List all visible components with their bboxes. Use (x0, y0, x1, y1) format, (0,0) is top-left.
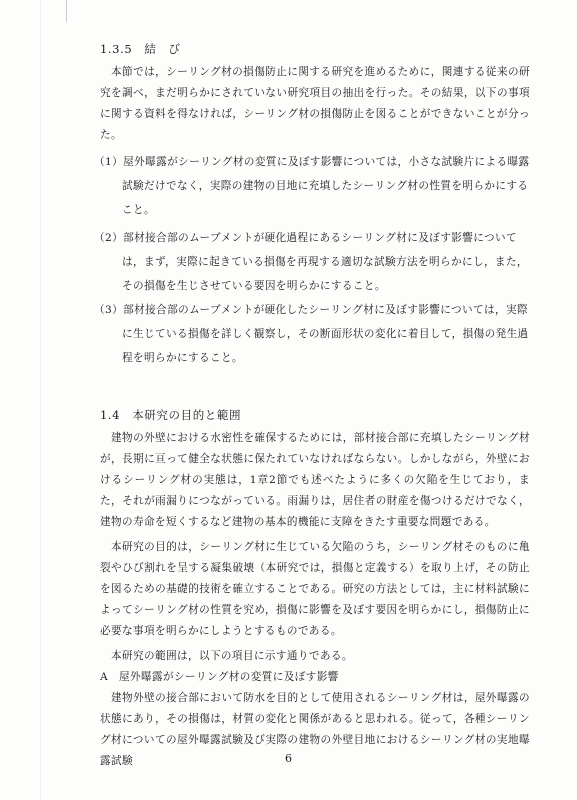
body-paragraph-3: 本研究の範囲は，以下の項目に示す通りである。 (111, 650, 353, 662)
list-item-3: （3）部材接合部のムーブメントが硬化したシーリング材に及ぼす影響については，実際に生じている損傷を詳しく観察し，その断面形状の変化に着目して，損傷の発生過程を明らかにすること。 (94, 304, 529, 364)
list-item-2: （2）部材接合部のムーブメントが硬化過程にあるシーリング材に及ぼす影響については，まず，実際に起きている損傷を再現する適切な試験方法を明らかにし，また，その損傷を生じさせている要因を明らかにすること。 (94, 232, 528, 292)
page-content (94, 40, 530, 772)
body-paragraph-a: 建物外壁の接合部において防水を目的として使用されるシーリング材は，屋外曝露の状態にあり，その損傷は，材質の変化と関係があると思われる。従って，各種シーリング材についての屋外曝露試験及び実際の建物の外壁目地におけるシーリング材の実地曝露試験 (100, 692, 530, 767)
section-heading-1-4: 1.4 本研究の目的と範囲 (100, 408, 242, 422)
body-paragraph-1: 建物の外壁における水密性を確保するためには，部材接合部に充填したシーリング材が，長期に亘って健全な状態に保たれていなければならない。しかしながら，外壁におけるシーリング材の実態は，1章2節でも述べたように多くの欠陥を生じており，また，それが雨漏りにつながっている。雨漏りは，居住者の財産を傷つけるだけでなく，建物の寿命を短くするなど建物の基本的機能に支障をきたす重要な問題である。 (100, 432, 530, 528)
section-intro-paragraph: 本節では，シーリング材の損傷防止に関する研究を進めるために，関連する従来の研究を調べ，まだ明らかにされていない研究項目の抽出を行った。その結果，以下の事項に関する資料を得なければ，シーリング材の損傷防止を図ることができないことが分った。 (100, 66, 530, 141)
body-paragraph-2: 本研究の目的は，シーリング材に生じている欠陥のうち，シーリング材そのものに亀裂やひび割れを呈する凝集破壊（本研究では，損傷と定義する）を取り上げ，その防止を図るための基礎的技術を確立することである。研究の方法としては，主に材料試験によってシーリング材の性質を究め，損傷に影響を及ぼす要因を明らかにし，損傷防止に必要な事項を明らかにしようとするものである。 (100, 541, 530, 637)
page-number: 6 (285, 752, 292, 765)
scan-mark (66, 0, 67, 22)
subheading-a: A 屋外曝露がシーリング材の変質に及ぼす影響 (100, 671, 339, 683)
scan-shadow (40, 0, 41, 800)
list-item-1: （1）屋外曝露がシーリング材の変質に及ぼす影響については，小さな試験片による曝露試験だけでなく，実際の建物の目地に充填したシーリング材の性質を明らかにすること。 (94, 156, 530, 216)
section-heading-1-3-5: 1.3.5 結 び (100, 42, 181, 56)
